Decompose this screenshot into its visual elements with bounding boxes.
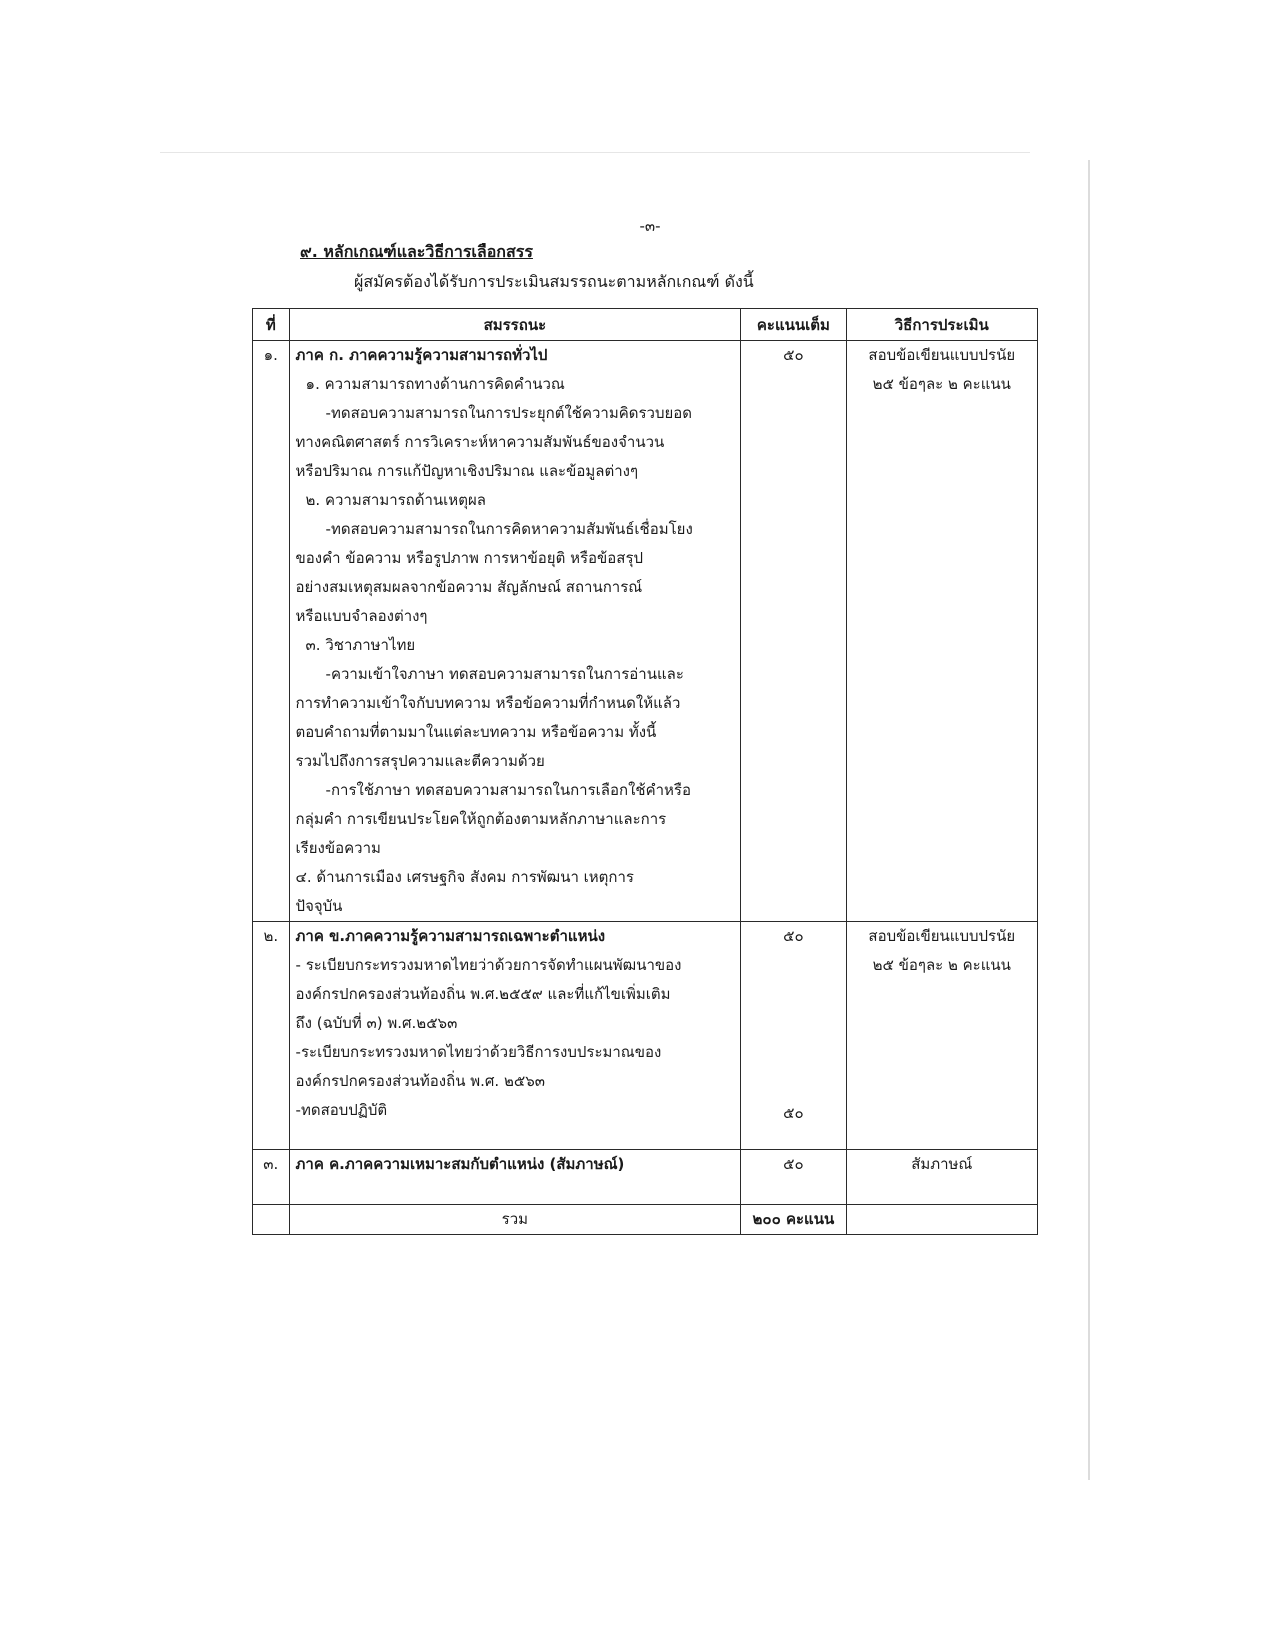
competency-line: -ความเข้าใจภาษา ทดสอบความสามารถในการอ่านและ — [325, 665, 684, 683]
scan-edge-right — [1088, 160, 1090, 1480]
method-cell — [846, 341, 1037, 922]
competency-line: ปัจจุบัน — [295, 897, 343, 915]
competency-line: ๓. วิชาภาษาไทย — [305, 636, 416, 654]
competency-line: -ระเบียบกระทรวงมหาดไทยว่าด้วยวิธีการงบประมาณของ — [295, 1043, 662, 1061]
competency-line: องค์กรปกครองส่วนท้องถิ่น พ.ศ.๒๕๕๙ และที่แก้ไขเพิ่มเติม — [295, 985, 671, 1003]
competency-line: -ทดสอบปฏิบัติ — [295, 1101, 388, 1119]
competency-cell — [289, 922, 741, 1150]
competency-line: - ระเบียบกระทรวงมหาดไทยว่าด้วยการจัดทำแผนพัฒนาของ — [295, 956, 682, 974]
competency-line: การทำความเข้าใจกับบทความ หรือข้อความที่กำหนดให้แล้ว — [295, 694, 681, 712]
method-line: สอบข้อเขียนแบบปรนัย — [868, 927, 1016, 945]
header-full-score: คะแนนเต็ม — [741, 309, 846, 341]
criteria-table — [252, 308, 1038, 1235]
competency-line: -ทดสอบความสามารถในการประยุกต์ใช้ความคิดรวบยอด — [325, 404, 693, 422]
header-competency: สมรรถนะ — [289, 309, 741, 341]
row-number: ๒. — [253, 922, 290, 1150]
total-empty-cell — [253, 1205, 290, 1235]
part-title: ภาค ข.ภาคความรู้ความสามารถเฉพาะตำแหน่ง — [295, 927, 606, 945]
method-line: ๒๕ ข้อๆละ ๒ คะแนน — [872, 956, 1011, 974]
score-spacer — [747, 951, 839, 1099]
competency-line: กลุ่มคำ การเขียนประโยคให้ถูกต้องตามหลักภาษาและการ — [295, 810, 667, 828]
header-no: ที่ — [253, 309, 290, 341]
competency-line: องค์กรปกครองส่วนท้องถิ่น พ.ศ. ๒๕๖๓ — [295, 1072, 545, 1090]
competency-line: ถึง (ฉบับที่ ๓) พ.ศ.๒๕๖๓ — [295, 1014, 458, 1032]
part-title: ภาค ก. ภาคความรู้ความสามารถทั่วไป — [295, 346, 548, 364]
competency-line: รวมไปถึงการสรุปความและตีความด้วย — [295, 752, 545, 770]
intro-text: ผู้สมัครต้องได้รับการประเมินสมรรถนะตามหลักเกณฑ์ ดังนี้ — [354, 272, 754, 291]
competency-line: ตอบคำถามที่ตามมาในแต่ละบทความ หรือข้อความ ทั้งนี้ — [295, 723, 657, 741]
competency-line: ๑. ความสามารถทางด้านการคิดคำนวณ — [305, 375, 565, 393]
practical-score: ๕๐ — [783, 1104, 804, 1122]
competency-line: เรียงข้อความ — [295, 839, 381, 857]
competency-cell — [289, 341, 741, 922]
competency-line: ทางคณิตศาสตร์ การวิเคราะห์หาความสัมพันธ์ของจำนวน — [295, 433, 665, 451]
total-score: ๒๐๐ คะแนน — [741, 1205, 846, 1235]
table-header-row — [253, 309, 1038, 341]
competency-line: หรือปริมาณ การแก้ปัญหาเชิงปริมาณ และข้อมูลต่างๆ — [295, 462, 639, 480]
method-cell: สัมภาษณ์ — [846, 1150, 1037, 1205]
table-row — [253, 341, 1038, 922]
competency-line: หรือแบบจำลองต่างๆ — [295, 607, 428, 625]
competency-line: -การใช้ภาษา ทดสอบความสามารถในการเลือกใช้คำหรือ — [325, 781, 691, 799]
row-number: ๑. — [253, 341, 290, 922]
competency-cell — [289, 1150, 741, 1205]
total-row — [253, 1205, 1038, 1235]
full-score-cell: ๕๐ — [741, 341, 846, 922]
part-title: ภาค ค.ภาคความเหมาะสมกับตำแหน่ง (สัมภาษณ์) — [295, 1155, 625, 1173]
competency-line: ของคำ ข้อความ หรือรูปภาพ การหาข้อยุติ หรือข้อสรุป — [295, 549, 644, 567]
full-score-cell: ๕๐ — [741, 1150, 846, 1205]
total-label: รวม — [289, 1205, 741, 1235]
method-cell — [846, 922, 1037, 1150]
method-line: สอบข้อเขียนแบบปรนัย — [868, 346, 1016, 364]
method-line: ๒๕ ข้อๆละ ๒ คะแนน — [872, 375, 1011, 393]
header-method: วิธีการประเมิน — [846, 309, 1037, 341]
competency-line: -ทดสอบความสามารถในการคิดหาความสัมพันธ์เชื่อมโยง — [325, 520, 693, 538]
competency-line: ๔. ด้านการเมือง เศรษฐกิจ สังคม การพัฒนา เหตุการ — [295, 868, 634, 886]
written-score: ๕๐ — [783, 927, 804, 945]
total-method-empty — [846, 1205, 1037, 1235]
table-row — [253, 1150, 1038, 1205]
full-score-cell — [741, 922, 846, 1150]
competency-line: ๒. ความสามารถด้านเหตุผล — [305, 491, 486, 509]
row-number: ๓. — [253, 1150, 290, 1205]
competency-line: อย่างสมเหตุสมผลจากข้อความ สัญลักษณ์ สถานการณ์ — [295, 578, 643, 596]
scan-edge-top — [160, 152, 1030, 153]
page-number: -๓- — [639, 217, 661, 235]
section-heading: ๙. หลักเกณฑ์และวิธีการเลือกสรร — [300, 242, 533, 261]
table-row — [253, 922, 1038, 1150]
